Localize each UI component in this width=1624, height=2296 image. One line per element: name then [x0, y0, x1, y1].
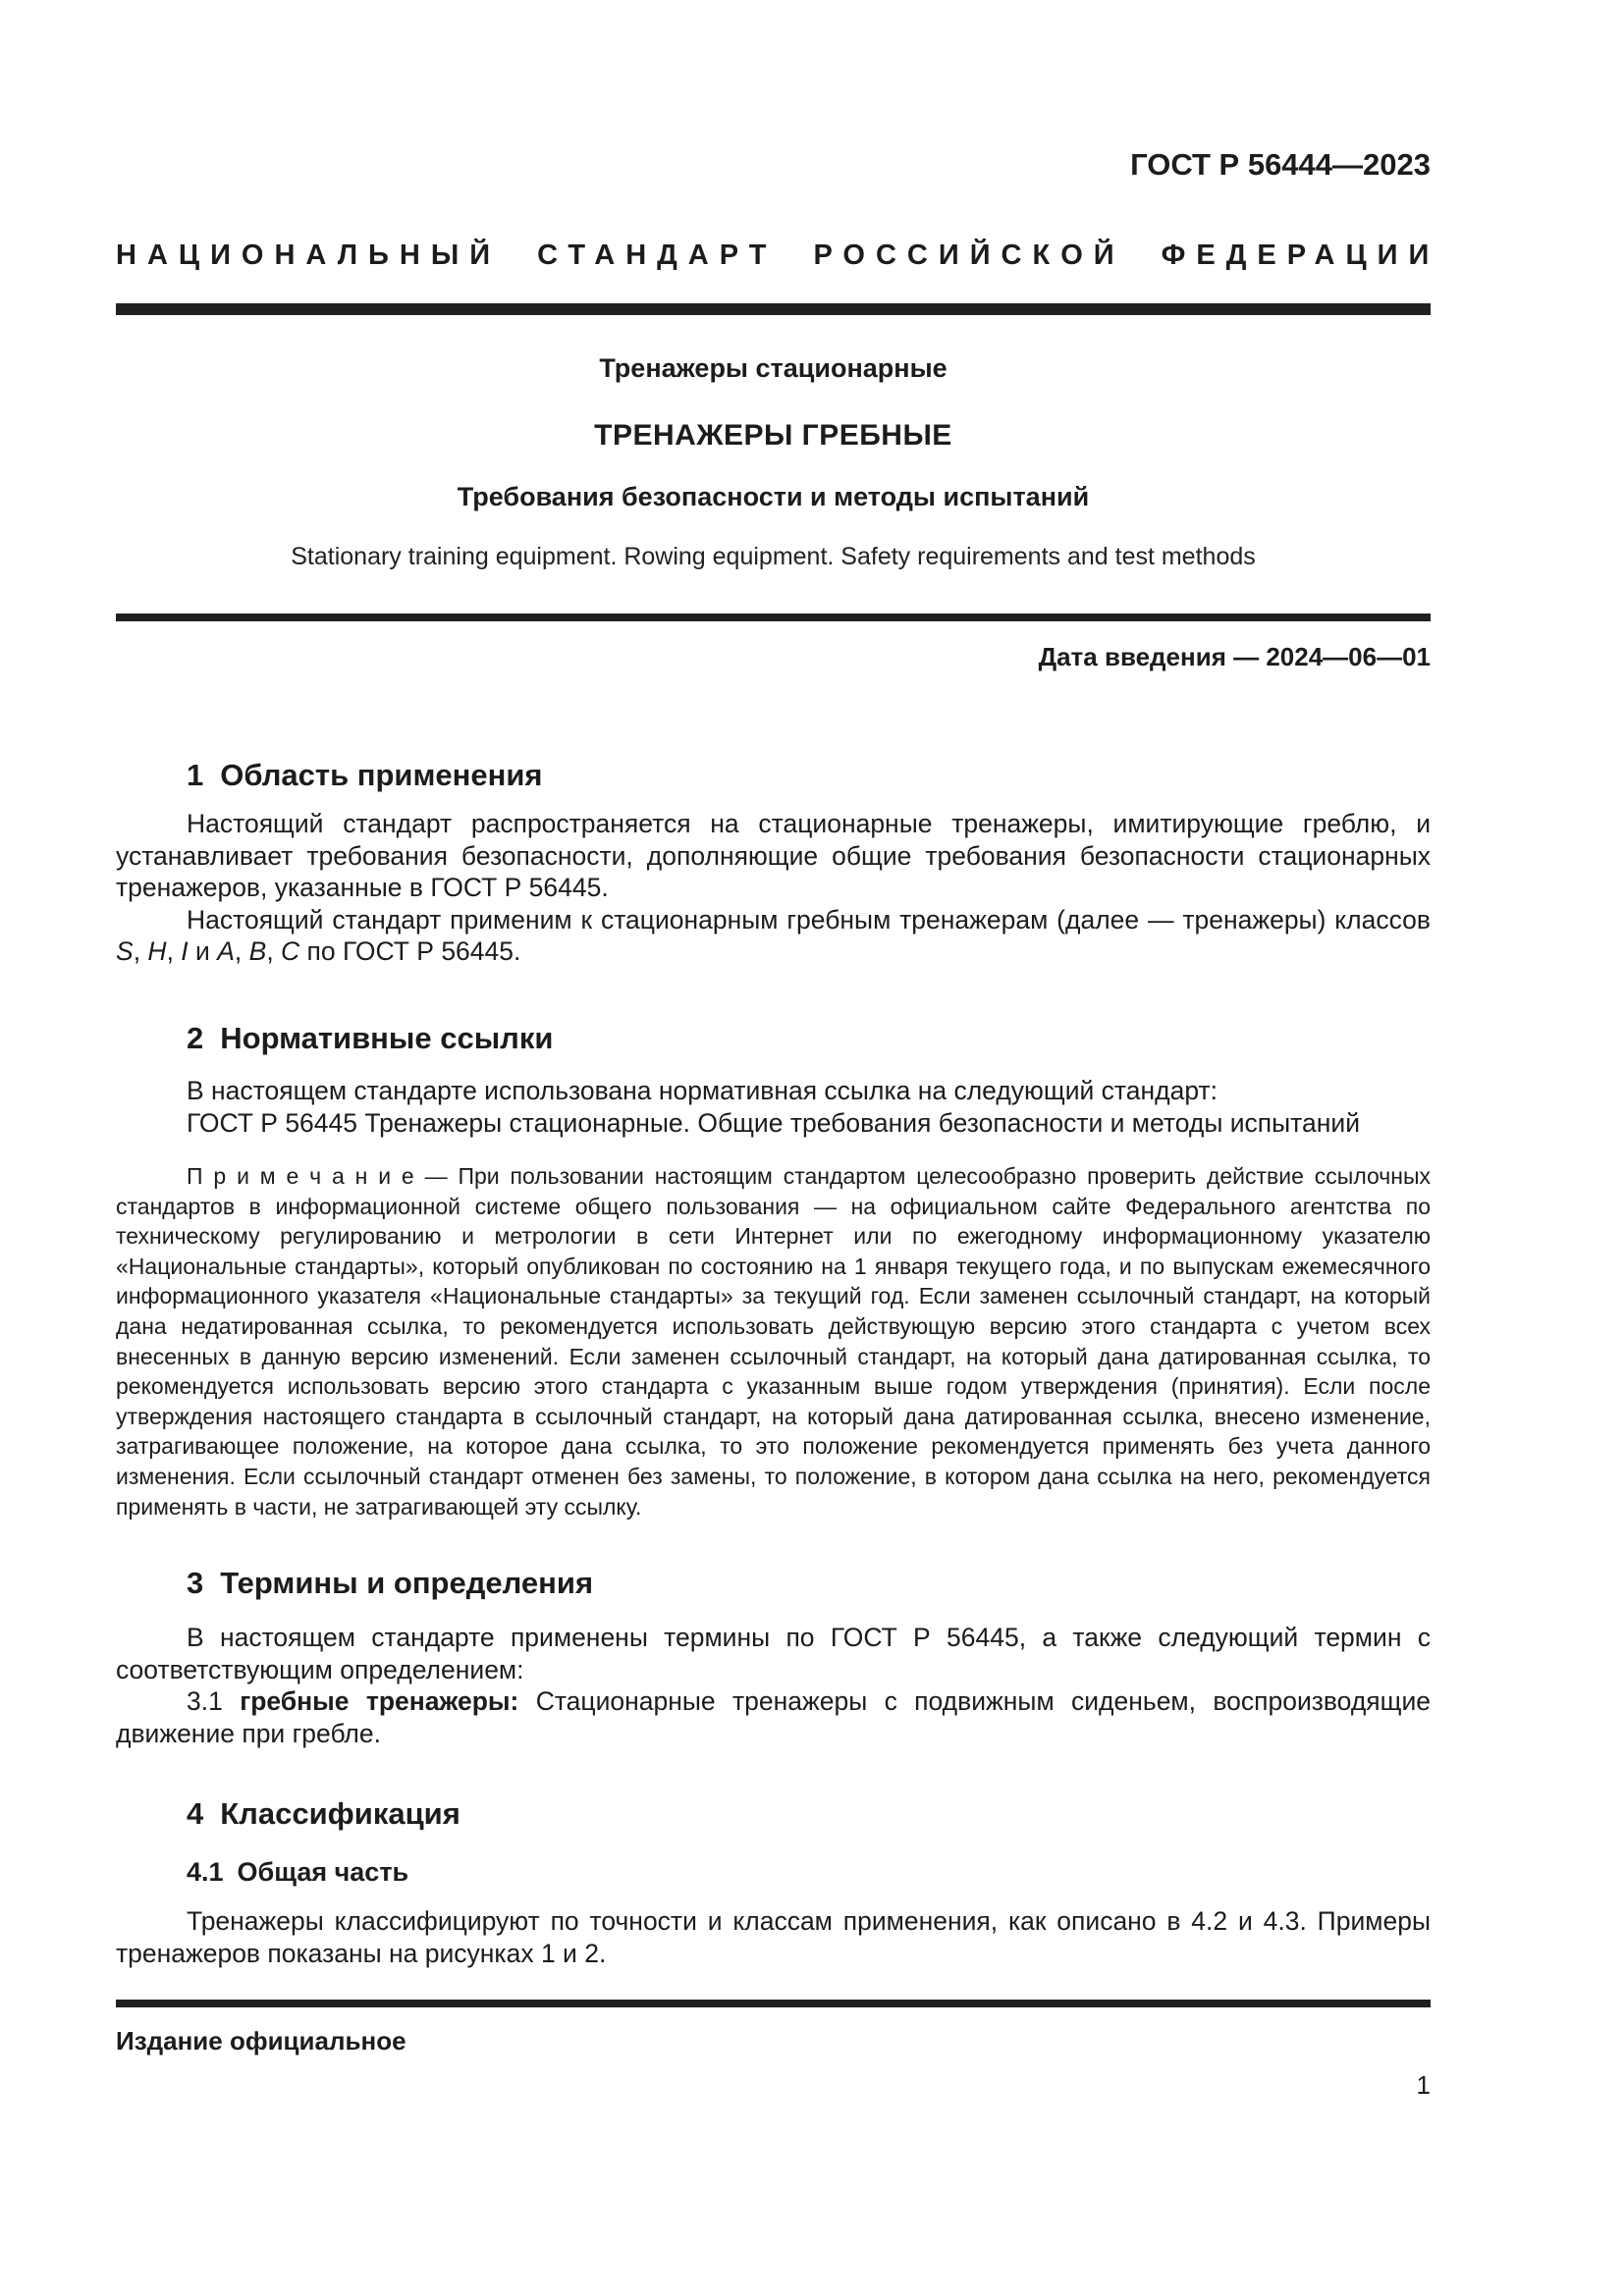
- page-number: 1: [1416, 2070, 1431, 2100]
- doc-number: ГОСТ Р 56444—2023: [1130, 147, 1431, 182]
- edition-note: Издание официальное: [116, 2026, 406, 2056]
- document-title-main: ТРЕНАЖЕРЫ ГРЕБНЫЕ: [594, 419, 952, 452]
- section-3-body: [116, 1622, 1431, 1749]
- note-paragraph: П р и м е ч а н и е — При пользовании настоящим стандартом целесообразно проверить действие ссылочных стандартов в информационной системе общего пользования — на официальном сайте Федерального агентства по техническому регулированию и метрологии в сети Интернет или по ежегодному информационному указателю «Национальные стандарты», который опубликован по состоянию на 1 января текущего года, и по выпускам ежемесячного информационного указателя «Национальные стандарты» за текущий год. Если заменен ссылочный стандарт, на который дана недатированная ссылка, то рекомендуется использовать действующую версию этого стандарта с учетом всех внесенных в данную версию изменений. Если заменен ссылочный стандарт, на который дана датированная ссылка, то рекомендуется использовать версию этого стандарта с указанным выше годом утверждения (принятия). Если после утверждения настоящего стандарта в ссылочный стандарт, на который дана датированная ссылка, внесено изменение, затрагивающее положение, на которое дана ссылка, то это положение рекомендуется применять без учета данного изменения. Если ссылочный стандарт отменен без замены, то положение, в котором дана ссылка на него, рекомендуется применять в части, не затрагивающей эту ссылку.: [116, 1163, 1431, 1520]
- subsection-4-1-heading: [187, 1856, 1431, 1889]
- banner-rule: [116, 303, 1431, 315]
- document-title-group: Тренажеры стационарные: [599, 353, 947, 383]
- banner-title: НАЦИОНАЛЬНЫЙ СТАНДАРТ РОССИЙСКОЙ ФЕДЕРАЦИИ: [116, 240, 1440, 271]
- section-1-title: Область применения: [220, 758, 543, 792]
- section-2-note: [116, 1161, 1431, 1522]
- section-3-title: Термины и определения: [220, 1566, 594, 1600]
- section-4-heading: [187, 1795, 1431, 1832]
- document-title-sub: Требования безопасности и методы испытаний: [457, 482, 1090, 511]
- paragraph: Тренажеры классифицируют по точности и классам применения, как описано в 4.2 и 4.3. Примеры тренажеров показаны на рисунках 1 и 2.: [116, 1906, 1431, 1968]
- paragraph: Настоящий стандарт распространяется на стационарные тренажеры, имитирующие греблю, и устанавливает требования безопасности, дополняющие общие требования безопасности стационарных тренажеров, указанные в ГОСТ Р 56445.: [116, 809, 1431, 902]
- paragraph: Настоящий стандарт применим к стационарным гребным тренажерам (далее — тренажеры) классов S, H, I и A, B, C по ГОСТ Р 56445.: [116, 904, 1431, 966]
- section-4-body: [116, 1905, 1431, 1969]
- section-3-heading: [187, 1565, 1431, 1601]
- section-2-body: [116, 1075, 1431, 1139]
- section-1-number: 1: [187, 758, 204, 792]
- section-2-heading: [187, 1020, 1431, 1056]
- section-1-body: [116, 808, 1431, 968]
- section-1-heading: [187, 757, 1431, 793]
- effective-date: Дата введения — 2024—06—01: [1038, 642, 1431, 671]
- document-title-english: Stationary training equipment. Rowing equipment. Safety requirements and test methods: [291, 543, 1256, 570]
- section-3-number: 3: [187, 1566, 204, 1600]
- section-4-title: Классификация: [220, 1796, 460, 1831]
- title-rule: [116, 614, 1431, 621]
- section-2-title: Нормативные ссылки: [220, 1021, 554, 1055]
- paragraph: В настоящем стандарте использована нормативная ссылка на следующий стандарт:: [187, 1076, 1218, 1105]
- subsection-4-1-title: Общая часть: [237, 1857, 409, 1887]
- section-2-number: 2: [187, 1021, 204, 1055]
- normative-reference: ГОСТ Р 56445 Тренажеры стационарные. Общие требования безопасности и методы испытаний: [187, 1107, 1360, 1138]
- footer-rule: [116, 2000, 1431, 2007]
- term-definition: 3.1 гребные тренажеры: Стационарные тренажеры с подвижным сиденьем, воспроизводящие движение при гребле.: [116, 1686, 1431, 1748]
- section-4-number: 4: [187, 1796, 204, 1831]
- subsection-4-1-number: 4.1: [187, 1857, 224, 1887]
- paragraph: В настоящем стандарте применены термины по ГОСТ Р 56445, а также следующий термин с соответствующим определением:: [116, 1623, 1431, 1684]
